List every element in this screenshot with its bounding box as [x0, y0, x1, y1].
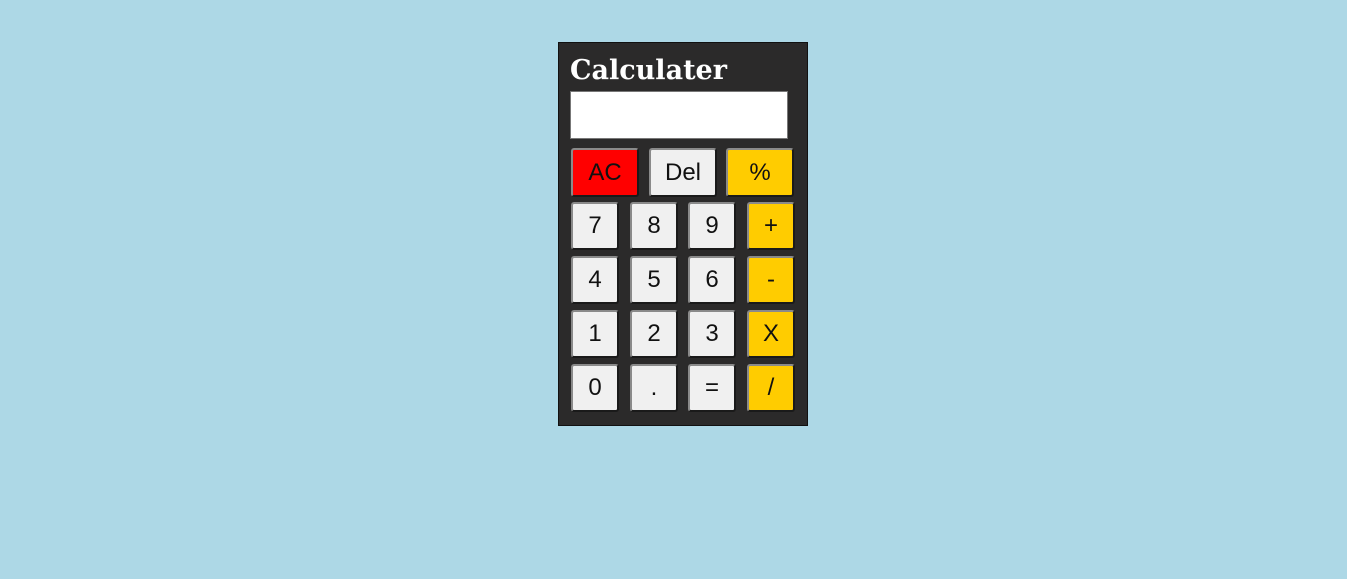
- digit-8-button[interactable]: 8: [630, 202, 678, 250]
- digit-5-button[interactable]: 5: [630, 256, 678, 304]
- equals-button[interactable]: =: [688, 364, 736, 412]
- digit-6-button[interactable]: 6: [688, 256, 736, 304]
- add-button[interactable]: +: [747, 202, 795, 250]
- digit-1-button[interactable]: 1: [571, 310, 619, 358]
- percent-button[interactable]: %: [726, 148, 794, 197]
- digit-4-button[interactable]: 4: [571, 256, 619, 304]
- decimal-point-button[interactable]: .: [630, 364, 678, 412]
- divide-button[interactable]: /: [747, 364, 795, 412]
- digit-2-button[interactable]: 2: [630, 310, 678, 358]
- delete-button[interactable]: Del: [649, 148, 717, 197]
- subtract-button[interactable]: -: [747, 256, 795, 304]
- calculator-title: Calculater: [570, 55, 727, 86]
- digit-7-button[interactable]: 7: [571, 202, 619, 250]
- calculator-display[interactable]: [570, 91, 788, 139]
- digit-9-button[interactable]: 9: [688, 202, 736, 250]
- all-clear-button[interactable]: AC: [571, 148, 639, 197]
- calculator-panel: [558, 42, 808, 426]
- digit-3-button[interactable]: 3: [688, 310, 736, 358]
- multiply-button[interactable]: X: [747, 310, 795, 358]
- digit-0-button[interactable]: 0: [571, 364, 619, 412]
